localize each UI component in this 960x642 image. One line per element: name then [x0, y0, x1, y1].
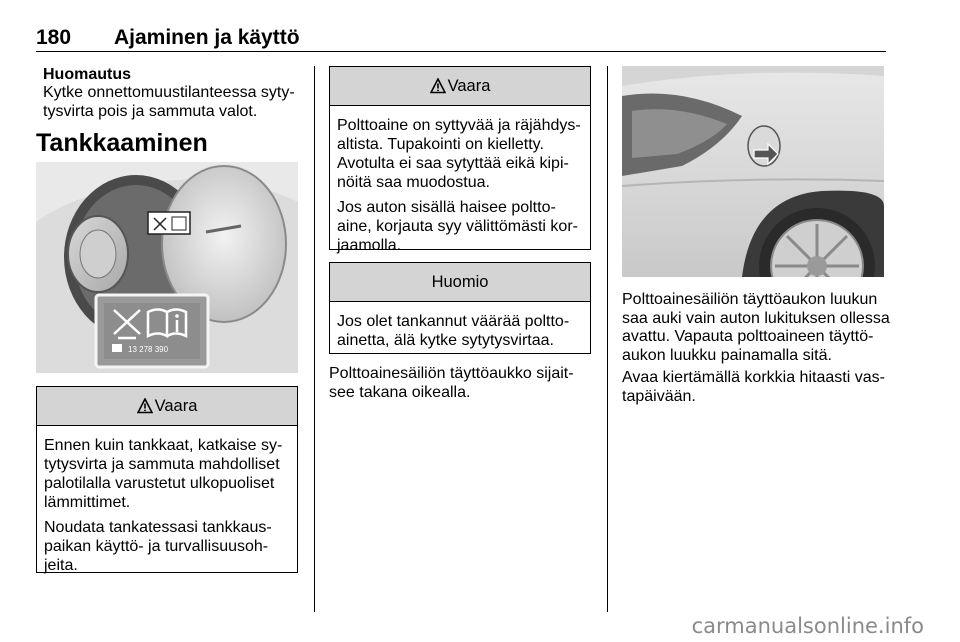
- danger-title: Vaara: [447, 76, 491, 95]
- warning-icon: [430, 78, 446, 94]
- danger-text-2: Jos auton sisällä haisee poltto-aine, korjauta syy välittömästi kor-jaamolla.: [337, 199, 578, 254]
- fuel-cap-illustration: [36, 162, 298, 373]
- danger-text-1: Ennen kuin tankkaat, katkaise sy-tytysvirta ja sammuta mahdolliset palotilalla varustetut ulkopuoliset lämmittimet.: [44, 437, 283, 511]
- notice-box: [329, 262, 591, 354]
- column-divider-right: [607, 66, 608, 612]
- danger-text-1: Polttoaine on syttyvää ja räjähdys-altista. Tupakointi on kielletty. Avotulta ei saa sytyttää eikä kipi-nöitä saa muodostua.: [337, 117, 581, 191]
- page-number: 180: [36, 26, 72, 49]
- chapter-title: Ajaminen ja käyttö: [114, 26, 300, 49]
- notice-title: Huomio: [431, 272, 489, 291]
- note-text: Kytke onnettomuustilanteessa syty-tysvirta pois ja sammuta valot.: [43, 84, 295, 120]
- section-heading: Tankkaaminen: [36, 129, 208, 157]
- cap-open-text: Avaa kiertämällä korkkia hitaasti vas-tapäivään.: [622, 369, 885, 405]
- danger-box-body: [37, 426, 297, 575]
- danger-title: Vaara: [154, 396, 198, 415]
- notice-box-body: [330, 302, 590, 350]
- danger-box-header: [37, 387, 297, 426]
- danger-box-left: [36, 386, 298, 573]
- flap-release-text: Polttoainesäiliön täyttöaukon luukun saa auki vain auton lukituksen ollessa avattu. Vapauta polttoaineen täyttö-aukon luukku painamalla sitä.: [622, 291, 890, 364]
- danger-box-header: [330, 67, 590, 106]
- notice-text: Jos olet tankannut väärää poltto-ainetta, älä kytke sytytysvirtaa.: [337, 313, 570, 349]
- danger-box-middle: [329, 66, 591, 254]
- column-divider-left: [314, 66, 315, 612]
- danger-text-2: Noudata tankatessasi tankkaus-paikan käyttö- ja turvallisuusoh-jeita.: [44, 519, 272, 574]
- car-rear-illustration: [622, 66, 884, 277]
- fuel-cap-figure: [36, 162, 298, 373]
- danger-box-body: [330, 106, 590, 255]
- fuel-filler-location-text: Polttoainesäiliön täyttöaukko sijait-see takana oikealla.: [329, 365, 574, 401]
- warning-icon: [137, 398, 153, 414]
- car-rear-figure: [622, 66, 884, 277]
- note-title: Huomautus: [43, 66, 131, 83]
- page-header: [36, 26, 886, 52]
- notice-box-header: [330, 263, 590, 302]
- watermark: carmanualsonline.info: [691, 614, 924, 638]
- figure-label-number: 13 278 390: [128, 345, 169, 354]
